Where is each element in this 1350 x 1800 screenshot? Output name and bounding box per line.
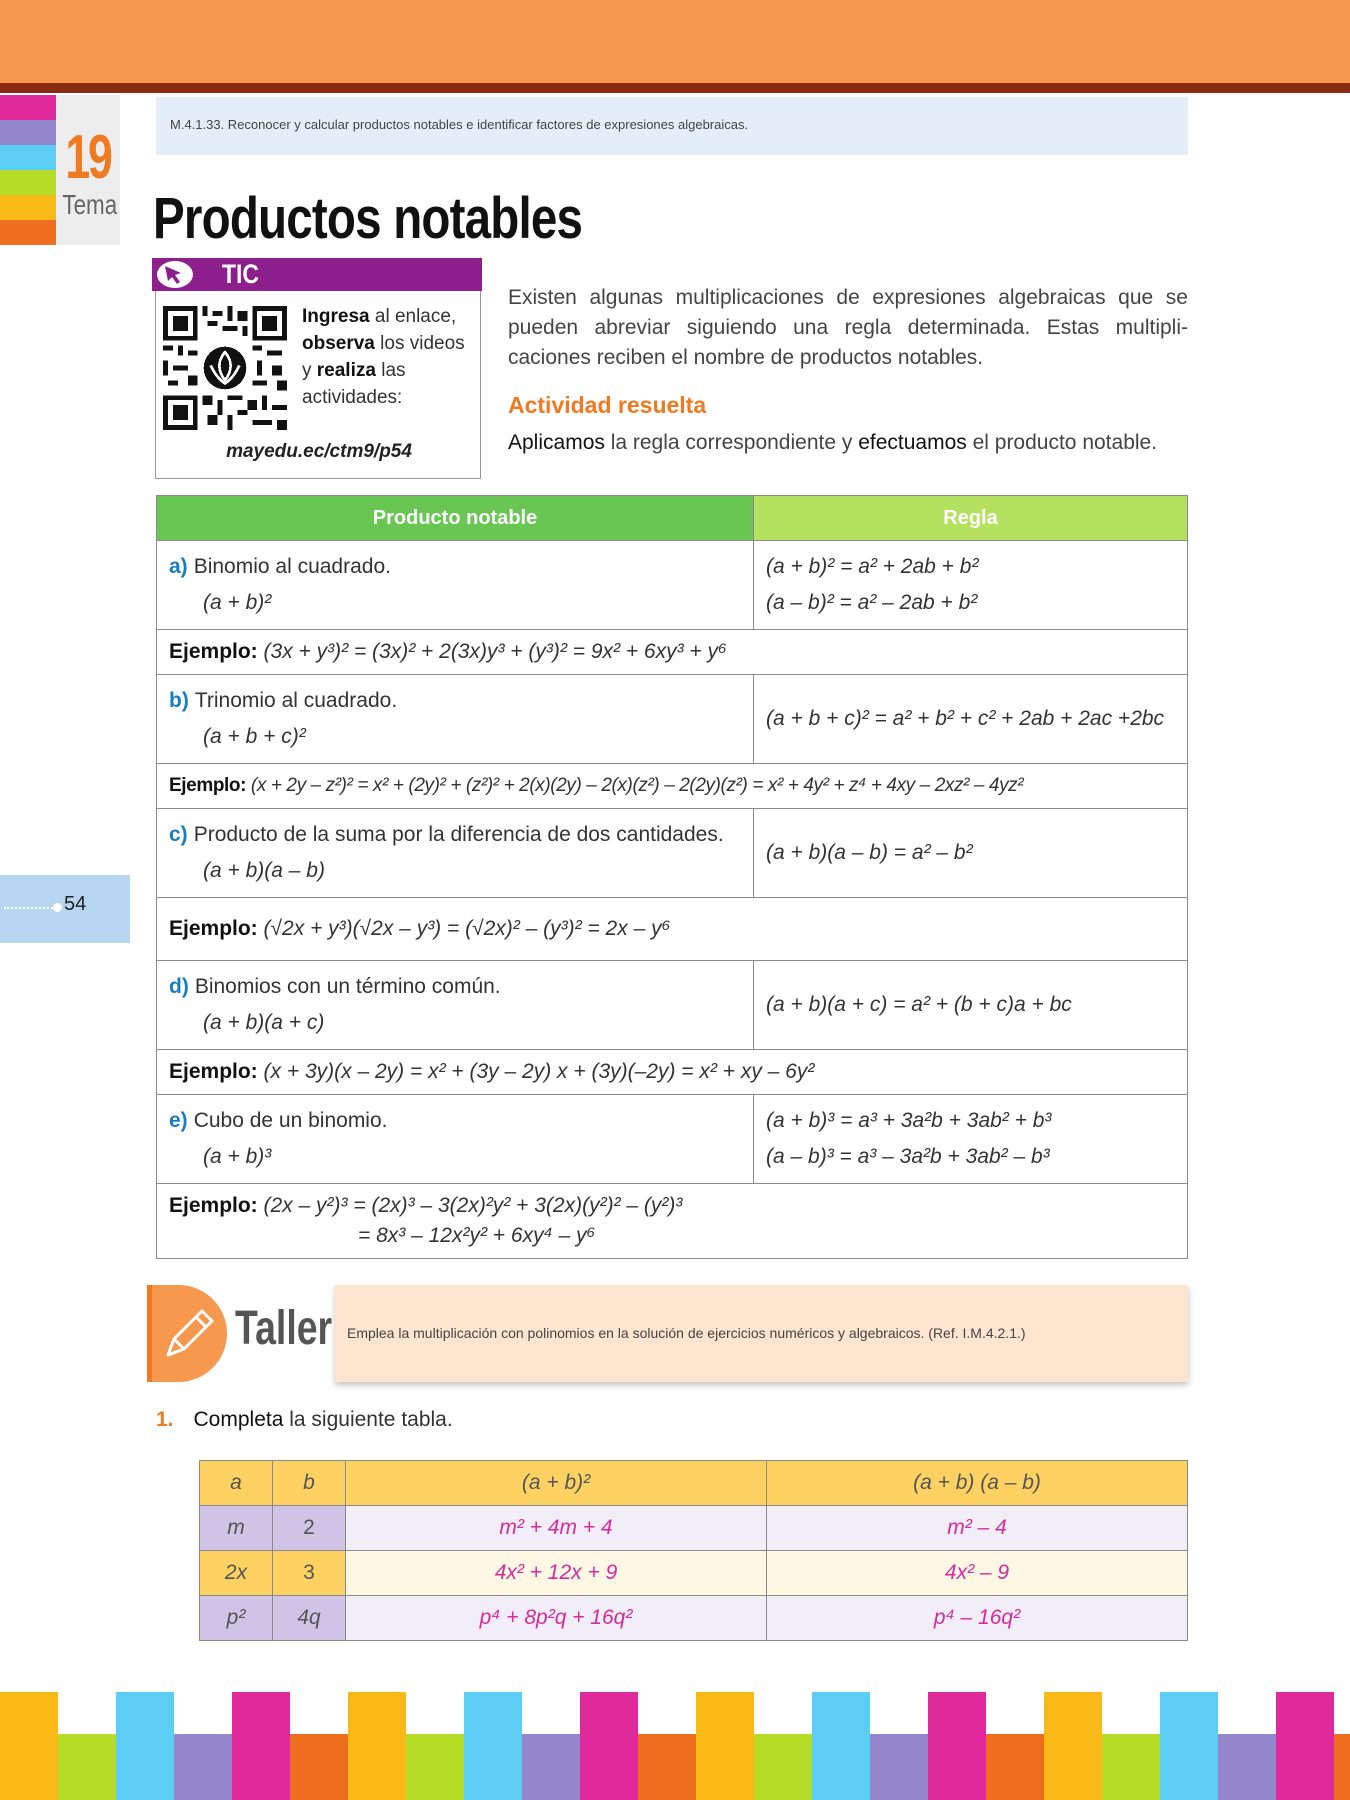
cell-b: 2 [273, 1506, 346, 1551]
product-cell [157, 961, 754, 1050]
example-equation: (√2x + y³)(√2x – y³) = (√2x)² – (y³)² = 2x – y⁶ [263, 917, 671, 940]
header-difference: (a + b) (a – b) [767, 1461, 1188, 1506]
table-row [157, 541, 1188, 630]
table-row [157, 675, 1188, 764]
rule-line: (a – b)² = a² – 2ab + b² [766, 591, 978, 614]
rule-line: (a – b)³ = a³ – 3a²b + 3ab² – b³ [766, 1145, 1050, 1168]
exercise-word-completa: Completa [193, 1408, 284, 1431]
activity-text-part: el producto notable. [966, 431, 1158, 454]
example-row [157, 630, 1188, 675]
answer-cell: 4x² – 9 [767, 1551, 1188, 1596]
tema-badge [56, 95, 120, 245]
cell-a: p² [200, 1596, 273, 1641]
tic-text-part: al enlace, [369, 306, 457, 327]
page-tab-dots [4, 907, 56, 909]
product-name: Cubo de un binomio. [193, 1109, 388, 1132]
example-label: Ejemplo: [169, 917, 258, 940]
taller-banner [147, 1285, 1188, 1382]
activity-word-efectuamos: efectuamos [858, 431, 967, 454]
example-equation: (3x + y³)² = (3x)² + 2(3x)y³ + (y³)² = 9x² + 6xy³ + y⁶ [263, 640, 727, 663]
example-cell [157, 898, 1188, 961]
product-expression: (a + b)² [203, 591, 272, 614]
example-label: Ejemplo: [169, 775, 247, 796]
product-name: Binomios con un término común. [194, 975, 501, 998]
tic-link[interactable]: mayedu.ec/ctm9/p54 [226, 441, 412, 462]
rule-cell [754, 541, 1188, 630]
page-tab-dot [53, 903, 62, 912]
pencil-icon [154, 1299, 224, 1369]
item-letter: a) [169, 555, 188, 578]
activity-title: Actividad resuelta [508, 392, 707, 418]
tic-label: TIC [222, 259, 259, 289]
example-row [157, 898, 1188, 961]
table-row [157, 1095, 1188, 1184]
rule-line: (a + b)(a – b) = a² – b² [766, 841, 973, 864]
page-title: Productos notables [153, 186, 583, 251]
example-equation: (x + 2y – z²)² = x² + (2y)² + (z²)² + 2(x)(2y) – 2(x)(z²) – 2(2y)(z²) = x² + 4y² + z⁴ + 4xy – 2xz² – 4yz² [250, 775, 1024, 796]
product-cell [157, 1095, 754, 1184]
product-cell [157, 675, 754, 764]
header-regla: Regla [754, 496, 1188, 541]
item-letter: e) [169, 1109, 188, 1132]
tic-header [152, 258, 482, 291]
answer-cell: 4x² + 12x + 9 [346, 1551, 767, 1596]
tema-label: Tema [62, 189, 118, 220]
table-row [157, 809, 1188, 898]
productos-notables-table [156, 495, 1188, 1259]
example-row [157, 764, 1188, 809]
color-strip [0, 95, 56, 245]
cursor-arrow-icon [156, 260, 194, 289]
header-a: a [200, 1461, 273, 1506]
product-cell [157, 809, 754, 898]
rule-line: (a + b)² = a² + 2ab + b² [766, 555, 979, 578]
example-equation: (x + 3y)(x – 2y) = x² + (3y – 2y) x + (3y)(–2y) = x² + xy – 6y² [263, 1060, 815, 1083]
top-divider [0, 83, 1350, 93]
activity-word-aplicamos: Aplicamos [508, 431, 605, 454]
example-label: Ejemplo: [169, 1060, 258, 1083]
page-number: 54 [64, 893, 87, 915]
exercise-number: 1. [156, 1408, 174, 1431]
table-row [200, 1506, 1188, 1551]
example-cell [157, 630, 1188, 675]
example-equation-continued: = 8x³ – 12x²y² + 6xy⁴ – y⁶ [358, 1224, 596, 1247]
tema-number: 19 [65, 123, 111, 192]
taller-circle [147, 1285, 227, 1382]
cell-b: 3 [273, 1551, 346, 1596]
taller-badge [147, 1285, 335, 1382]
rule-line: (a + b)³ = a³ + 3a²b + 3ab² + b³ [766, 1109, 1052, 1132]
answer-cell: p⁴ – 16q² [767, 1596, 1188, 1641]
example-row [157, 1184, 1188, 1259]
product-expression: (a + b + c)² [203, 725, 306, 748]
product-expression: (a + b)(a – b) [203, 859, 325, 882]
table-row [200, 1551, 1188, 1596]
product-expression: (a + b)(a + c) [203, 1011, 325, 1034]
exercise-1 [156, 1408, 453, 1432]
complete-table-header [200, 1461, 1188, 1506]
item-letter: c) [169, 823, 188, 846]
example-equation: (2x – y²)³ = (2x)³ – 3(2x)²y² + 3(2x)(y²)² – (y²)³ [263, 1194, 683, 1217]
cell-a: 2x [200, 1551, 273, 1596]
rule-line: (a + b + c)² = a² + b² + c² + 2ab + 2ac +2bc [766, 707, 1165, 730]
tic-word-observa: observa [302, 333, 375, 354]
item-letter: b) [169, 689, 189, 712]
complete-table [199, 1460, 1188, 1641]
tic-text-part: las actividades: [302, 360, 406, 408]
example-label: Ejemplo: [169, 640, 258, 663]
cell-a: m [200, 1506, 273, 1551]
item-letter: d) [169, 975, 189, 998]
product-expression: (a + b)³ [203, 1145, 272, 1168]
header-producto: Producto notable [157, 496, 754, 541]
curriculum-standard: M.4.1.33. Reconocer y calcular productos notables e identificar factores de expresiones algebraicas. [156, 97, 1188, 155]
cell-b: 4q [273, 1596, 346, 1641]
product-name: Trinomio al cuadrado. [194, 689, 398, 712]
bottom-decorative-stripes [0, 1692, 1350, 1800]
example-label: Ejemplo: [169, 1194, 258, 1217]
example-row [157, 1050, 1188, 1095]
header-b: b [273, 1461, 346, 1506]
answer-cell: m² + 4m + 4 [346, 1506, 767, 1551]
exercise-text: la siguiente tabla. [283, 1408, 453, 1431]
tic-box [155, 291, 481, 479]
example-cell [157, 764, 1188, 809]
header-square: (a + b)² [346, 1461, 767, 1506]
answer-cell: p⁴ + 8p²q + 16q² [346, 1596, 767, 1641]
tic-instructions [302, 303, 478, 411]
rule-cell [754, 675, 1188, 764]
taller-description: Emplea la multiplicación con polinomios en la solución de ejercicios numéricos y algebraicos. (Ref. I.M.4.2.1.) [335, 1285, 1188, 1382]
rule-cell [754, 1095, 1188, 1184]
tic-text-part: los videos y [302, 333, 465, 381]
product-name: Producto de la suma por la diferencia de dos cantidades. [193, 823, 724, 846]
table-row [200, 1596, 1188, 1641]
tic-word-realiza: realiza [316, 360, 376, 381]
product-name: Binomio al cuadrado. [193, 555, 391, 578]
activity-instruction [508, 431, 1208, 455]
example-cell [157, 1050, 1188, 1095]
page-number-tab [0, 875, 130, 943]
product-cell [157, 541, 754, 630]
rule-cell [754, 961, 1188, 1050]
top-color-band [0, 0, 1350, 83]
rule-cell [754, 809, 1188, 898]
tic-word-ingresa: Ingresa [302, 306, 370, 327]
answer-cell: m² – 4 [767, 1506, 1188, 1551]
taller-label: Taller [235, 1302, 333, 1355]
table-row [157, 961, 1188, 1050]
qr-code-icon[interactable] [163, 306, 287, 430]
intro-paragraph: Existen algunas multiplicaciones de expresiones algebraicas que se pueden abreviar siguiendo una regla determinada. Estas multipli-caciones reciben el nombre de productos notables. [508, 286, 1188, 369]
example-cell [157, 1184, 1188, 1259]
rule-line: (a + b)(a + c) = a² + (b + c)a + bc [766, 993, 1072, 1016]
table-header-row [157, 496, 1188, 541]
activity-text-part: la regla correspondiente y [604, 431, 859, 454]
